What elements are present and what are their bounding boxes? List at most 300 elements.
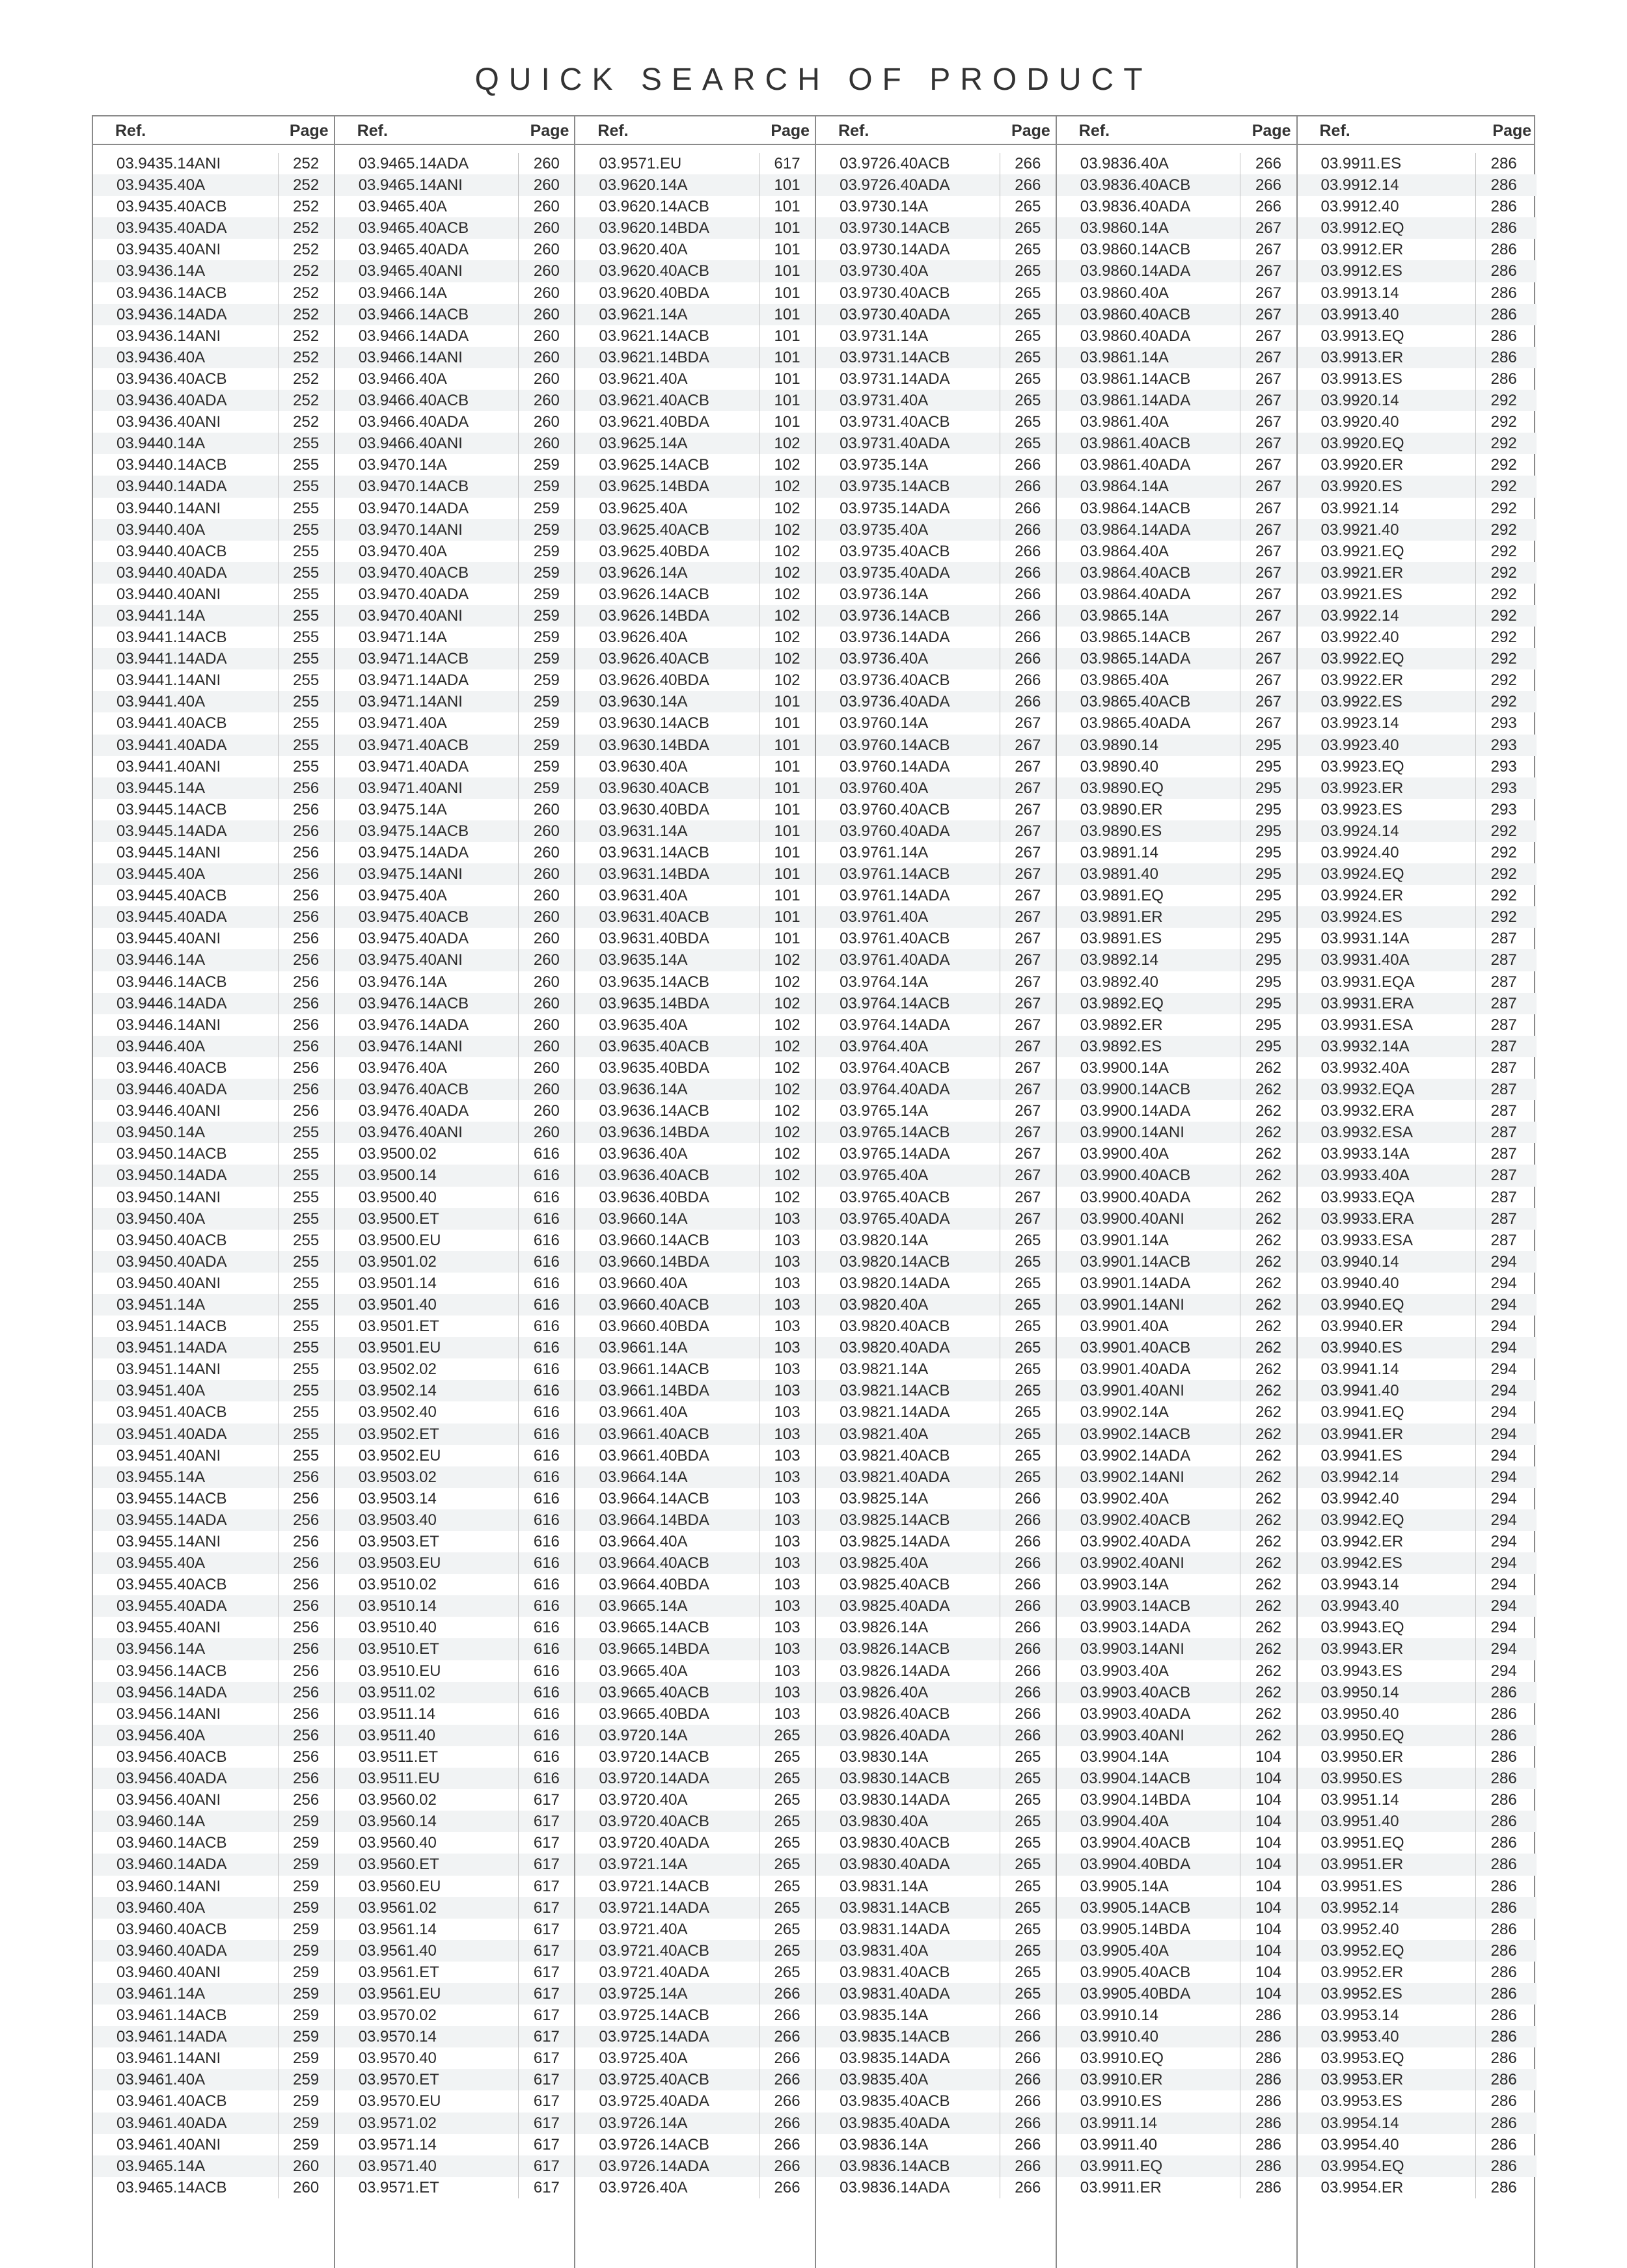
page-number: 102 bbox=[759, 949, 815, 971]
page-number: 265 bbox=[1000, 196, 1056, 217]
table-row bbox=[335, 1962, 575, 1983]
table-row bbox=[575, 1660, 815, 1682]
page-number: 266 bbox=[1000, 2177, 1056, 2198]
table-row bbox=[93, 2026, 334, 2047]
table-row bbox=[1057, 1165, 1296, 1186]
page-number: 104 bbox=[1240, 1940, 1296, 1962]
table-row bbox=[93, 1466, 334, 1488]
page-number: 287 bbox=[1475, 928, 1531, 949]
ref-code: 03.9910.ES bbox=[1080, 2092, 1162, 2111]
ref-code: 03.9910.EQ bbox=[1080, 2049, 1164, 2068]
table-row bbox=[575, 648, 815, 669]
page-number: 262 bbox=[1240, 1165, 1296, 1186]
page-number: 295 bbox=[1240, 842, 1296, 863]
table-row bbox=[575, 2005, 815, 2026]
page-number: 252 bbox=[278, 174, 334, 196]
ref-code: 03.9455.14ACB bbox=[116, 1489, 227, 1507]
index-column-1 bbox=[93, 116, 334, 2268]
table-row bbox=[1298, 1552, 1537, 1574]
table-row bbox=[816, 217, 1056, 239]
table-row bbox=[335, 1122, 575, 1143]
page-number: 616 bbox=[518, 1165, 574, 1186]
table-row bbox=[1298, 2134, 1537, 2155]
page-number: 292 bbox=[1475, 562, 1531, 584]
page-number: 266 bbox=[1000, 1509, 1056, 1531]
ref-code: 03.9940.ER bbox=[1320, 1317, 1404, 1336]
page-number: 104 bbox=[1240, 1854, 1296, 1875]
ref-code: 03.9765.40ADA bbox=[840, 1209, 950, 1228]
page-number: 617 bbox=[518, 2090, 574, 2112]
ref-code: 03.9922.ES bbox=[1320, 693, 1402, 711]
table-row bbox=[335, 2069, 575, 2090]
ref-code: 03.9501.40 bbox=[358, 1295, 437, 1314]
page-number: 295 bbox=[1240, 820, 1296, 842]
table-row bbox=[575, 1337, 815, 1358]
page-number: 102 bbox=[759, 1014, 815, 1036]
ref-code: 03.9900.14A bbox=[1080, 1059, 1169, 1077]
ref-code: 03.9476.40ANI bbox=[358, 1124, 463, 1142]
ref-code: 03.9620.40A bbox=[599, 241, 688, 259]
page-number: 266 bbox=[1000, 2069, 1056, 2090]
table-row bbox=[335, 1488, 575, 1509]
page-number: 287 bbox=[1475, 1057, 1531, 1079]
page-number: 267 bbox=[1000, 842, 1056, 863]
ref-code: 03.9621.40A bbox=[599, 370, 688, 388]
page-number: 255 bbox=[278, 712, 334, 734]
ref-code: 03.9912.ER bbox=[1320, 241, 1404, 259]
table-row bbox=[335, 1919, 575, 1940]
page-number: 259 bbox=[278, 2026, 334, 2047]
ref-code: 03.9761.14A bbox=[840, 844, 929, 861]
page-number: 259 bbox=[278, 1832, 334, 1854]
table-row bbox=[575, 1940, 815, 1962]
ref-code: 03.9905.14A bbox=[1080, 1877, 1169, 1895]
page-number: 287 bbox=[1475, 1122, 1531, 1143]
ref-code: 03.9831.14ACB bbox=[840, 1898, 950, 1917]
ref-code: 03.9720.14A bbox=[599, 1726, 688, 1744]
table-row bbox=[575, 777, 815, 799]
table-row bbox=[1298, 1962, 1537, 1983]
page-number: 267 bbox=[1240, 239, 1296, 260]
ref-code: 03.9440.14ANI bbox=[116, 499, 221, 517]
table-row bbox=[1057, 1682, 1296, 1703]
ref-code: 03.9475.40ANI bbox=[358, 951, 463, 969]
table-row bbox=[93, 1165, 334, 1186]
ref-code: 03.9435.40ANI bbox=[116, 241, 221, 259]
table-row bbox=[816, 390, 1056, 411]
ref-code: 03.9456.14A bbox=[116, 1640, 206, 1658]
page-number: 101 bbox=[759, 390, 815, 411]
page-number: 104 bbox=[1240, 1919, 1296, 1940]
page-number: 266 bbox=[1000, 1552, 1056, 1574]
table-row bbox=[335, 949, 575, 971]
table-row bbox=[335, 2005, 575, 2026]
page-number: 267 bbox=[1240, 627, 1296, 648]
ref-code: 03.9891.ER bbox=[1080, 908, 1163, 926]
page-number: 260 bbox=[518, 820, 574, 842]
ref-code: 03.9440.14A bbox=[116, 435, 206, 453]
page-number: 101 bbox=[759, 411, 815, 433]
table-row bbox=[93, 1768, 334, 1789]
ref-code: 03.9664.14ACB bbox=[599, 1489, 709, 1507]
table-row bbox=[1057, 454, 1296, 476]
ref-code: 03.9952.40 bbox=[1320, 1920, 1399, 1938]
table-row bbox=[335, 562, 575, 584]
page-number: 260 bbox=[518, 1122, 574, 1143]
ref-code: 03.9475.14A bbox=[358, 800, 447, 818]
table-row bbox=[1057, 1768, 1296, 1789]
table-row bbox=[335, 519, 575, 541]
table-row bbox=[575, 1208, 815, 1230]
table-row bbox=[93, 584, 334, 605]
page-number: 101 bbox=[759, 777, 815, 799]
ref-code: 03.9860.40A bbox=[1080, 284, 1169, 302]
ref-code: 03.9471.14ANI bbox=[358, 693, 463, 711]
table-row bbox=[335, 1574, 575, 1595]
table-row bbox=[335, 2155, 575, 2177]
page-number: 286 bbox=[1475, 1940, 1531, 1962]
page-number: 259 bbox=[278, 1854, 334, 1875]
ref-code: 03.9932.EQA bbox=[1320, 1081, 1415, 1099]
ref-code: 03.9920.40 bbox=[1320, 413, 1399, 431]
table-row bbox=[816, 777, 1056, 799]
page-number: 252 bbox=[278, 260, 334, 282]
table-row bbox=[335, 153, 575, 174]
page-number: 256 bbox=[278, 1746, 334, 1768]
ref-code: 03.9835.14A bbox=[840, 2006, 929, 2025]
ref-code: 03.9932.ESA bbox=[1320, 1124, 1413, 1142]
table-row bbox=[93, 1488, 334, 1509]
ref-code: 03.9470.14ADA bbox=[358, 499, 469, 517]
table-row bbox=[335, 1079, 575, 1100]
page-number: 255 bbox=[278, 1445, 334, 1466]
ref-code: 03.9626.40ACB bbox=[599, 650, 709, 668]
table-row bbox=[1057, 1014, 1296, 1036]
page-number: 265 bbox=[759, 1768, 815, 1789]
table-row bbox=[1057, 906, 1296, 928]
table-row bbox=[1298, 863, 1537, 885]
table-row bbox=[1057, 2090, 1296, 2112]
table-row bbox=[1057, 1294, 1296, 1316]
page-number: 287 bbox=[1475, 1230, 1531, 1251]
page-number: 256 bbox=[278, 1574, 334, 1595]
page-number: 616 bbox=[518, 1230, 574, 1251]
ref-code: 03.9940.ES bbox=[1320, 1339, 1402, 1357]
table-row bbox=[335, 2047, 575, 2069]
page-number: 252 bbox=[278, 153, 334, 174]
table-row bbox=[1298, 799, 1537, 820]
page-number: 265 bbox=[1000, 1273, 1056, 1294]
ref-code: 03.9726.14A bbox=[599, 2114, 688, 2132]
page-number: 292 bbox=[1475, 627, 1531, 648]
table-row bbox=[816, 2090, 1056, 2112]
ref-code: 03.9764.40A bbox=[840, 1037, 929, 1055]
table-row bbox=[93, 691, 334, 712]
page-number: 616 bbox=[518, 1401, 574, 1423]
page-number: 286 bbox=[1475, 1832, 1531, 1854]
table-row bbox=[1298, 304, 1537, 325]
table-row bbox=[816, 2177, 1056, 2198]
ref-code: 03.9501.14 bbox=[358, 1274, 437, 1292]
ref-code: 03.9736.14ACB bbox=[840, 606, 950, 625]
page-number: 103 bbox=[759, 1617, 815, 1638]
page-number: 255 bbox=[278, 1316, 334, 1337]
page-number: 265 bbox=[1000, 1897, 1056, 1919]
table-row bbox=[816, 691, 1056, 712]
ref-code: 03.9902.14ACB bbox=[1080, 1425, 1191, 1443]
table-row bbox=[575, 2090, 815, 2112]
ref-code: 03.9440.40A bbox=[116, 520, 206, 539]
page-number: 265 bbox=[1000, 217, 1056, 239]
ref-code: 03.9765.14ACB bbox=[840, 1124, 950, 1142]
table-row bbox=[93, 1079, 334, 1100]
ref-code: 03.9835.40ACB bbox=[840, 2092, 950, 2111]
table-row bbox=[335, 1725, 575, 1746]
table-row bbox=[816, 1876, 1056, 1897]
page-number: 255 bbox=[278, 1187, 334, 1208]
table-row bbox=[1298, 498, 1537, 519]
page-number: 294 bbox=[1475, 1316, 1531, 1337]
table-row bbox=[575, 325, 815, 347]
ref-code: 03.9636.14ACB bbox=[599, 1102, 709, 1120]
page-number: 255 bbox=[278, 1230, 334, 1251]
table-row bbox=[816, 239, 1056, 260]
table-row bbox=[1057, 1617, 1296, 1638]
ref-code: 03.9836.40A bbox=[1080, 155, 1169, 172]
table-row bbox=[575, 669, 815, 691]
ref-code: 03.9922.14 bbox=[1320, 606, 1399, 625]
ref-code: 03.9835.40A bbox=[840, 2071, 929, 2089]
table-row bbox=[816, 605, 1056, 627]
ref-code: 03.9456.40ADA bbox=[116, 1770, 227, 1788]
table-row bbox=[575, 1897, 815, 1919]
table-row bbox=[1057, 1445, 1296, 1466]
page-number: 292 bbox=[1475, 863, 1531, 885]
ref-code: 03.9461.14A bbox=[116, 1984, 206, 2003]
page-number: 265 bbox=[759, 1919, 815, 1940]
table-row bbox=[575, 304, 815, 325]
page-number: 266 bbox=[1000, 153, 1056, 174]
ref-code: 03.9661.14BDA bbox=[599, 1382, 709, 1400]
table-row bbox=[93, 1574, 334, 1595]
table-row bbox=[1298, 1057, 1537, 1079]
ref-code: 03.9560.40 bbox=[358, 1834, 437, 1852]
page-number: 292 bbox=[1475, 820, 1531, 842]
page-number: 616 bbox=[518, 1509, 574, 1531]
table-row bbox=[575, 347, 815, 368]
page-number: 256 bbox=[278, 1014, 334, 1036]
ref-code: 03.9950.EQ bbox=[1320, 1726, 1404, 1744]
ref-code: 03.9836.14ADA bbox=[840, 2178, 950, 2196]
ref-code: 03.9450.40ADA bbox=[116, 1252, 227, 1271]
table-row bbox=[335, 691, 575, 712]
page-number: 286 bbox=[1475, 1682, 1531, 1703]
ref-code: 03.9865.14A bbox=[1080, 606, 1169, 625]
page-number: 262 bbox=[1240, 1660, 1296, 1682]
table-row bbox=[575, 1358, 815, 1380]
page-number: 266 bbox=[1000, 1488, 1056, 1509]
ref-code: 03.9826.14ADA bbox=[840, 1662, 950, 1680]
table-row bbox=[1057, 368, 1296, 390]
table-row bbox=[1298, 2026, 1537, 2047]
ref-code: 03.9630.40ACB bbox=[599, 779, 709, 797]
ref-code: 03.9931.ESA bbox=[1320, 1016, 1413, 1034]
ref-code: 03.9471.40A bbox=[358, 714, 447, 733]
table-row bbox=[1298, 820, 1537, 842]
page-number: 256 bbox=[278, 799, 334, 820]
ref-code: 03.9725.14A bbox=[599, 1984, 688, 2003]
ref-code: 03.9952.ER bbox=[1320, 1963, 1404, 1981]
table-row bbox=[335, 1897, 575, 1919]
page-number: 617 bbox=[759, 153, 815, 174]
table-row bbox=[93, 1401, 334, 1423]
table-row bbox=[1057, 1638, 1296, 1660]
table-row bbox=[335, 1294, 575, 1316]
page-number: 286 bbox=[1475, 1725, 1531, 1746]
page-number: 267 bbox=[1000, 777, 1056, 799]
page-number: 617 bbox=[518, 1876, 574, 1897]
ref-code: 03.9502.ET bbox=[358, 1425, 439, 1443]
table-row bbox=[93, 669, 334, 691]
page-number: 266 bbox=[1000, 669, 1056, 691]
ref-code: 03.9465.14A bbox=[116, 2157, 206, 2175]
ref-code: 03.9726.14ADA bbox=[599, 2157, 709, 2175]
page-number: 616 bbox=[518, 1552, 574, 1574]
page-number: 295 bbox=[1240, 735, 1296, 756]
ref-code: 03.9625.14ACB bbox=[599, 456, 709, 474]
table-row bbox=[575, 2069, 815, 2090]
ref-code: 03.9913.ER bbox=[1320, 348, 1404, 366]
ref-code: 03.9953.EQ bbox=[1320, 2049, 1404, 2068]
ref-code: 03.9942.ER bbox=[1320, 1533, 1404, 1550]
table-row bbox=[816, 196, 1056, 217]
table-row bbox=[575, 885, 815, 906]
ref-code: 03.9626.40A bbox=[599, 628, 688, 647]
page-number: 616 bbox=[518, 1445, 574, 1466]
table-row bbox=[575, 1811, 815, 1832]
page-number: 266 bbox=[759, 2069, 815, 2090]
page-number: 252 bbox=[278, 390, 334, 411]
index-column-2 bbox=[334, 116, 575, 2268]
table-row bbox=[816, 1380, 1056, 1401]
table-row bbox=[1298, 906, 1537, 928]
ref-code: 03.9903.40ANI bbox=[1080, 1726, 1184, 1744]
page-number: 260 bbox=[518, 863, 574, 885]
table-row bbox=[1057, 1424, 1296, 1445]
table-row bbox=[335, 1424, 575, 1445]
page-number: 256 bbox=[278, 1682, 334, 1703]
table-row bbox=[335, 217, 575, 239]
ref-code: 03.9450.40ANI bbox=[116, 1274, 221, 1292]
ref-code: 03.9502.14 bbox=[358, 1382, 437, 1400]
ref-code: 03.9661.14ACB bbox=[599, 1360, 709, 1379]
table-row bbox=[816, 584, 1056, 605]
table-row bbox=[1057, 584, 1296, 605]
ref-code: 03.9450.14A bbox=[116, 1124, 206, 1142]
table-row bbox=[575, 174, 815, 196]
ref-code: 03.9942.40 bbox=[1320, 1489, 1399, 1507]
ref-code: 03.9726.14ACB bbox=[599, 2135, 709, 2153]
table-row bbox=[1057, 217, 1296, 239]
page-number: 292 bbox=[1475, 669, 1531, 691]
ref-code: 03.9730.40ACB bbox=[840, 284, 950, 302]
ref-code: 03.9836.40ADA bbox=[1080, 198, 1191, 216]
page-number: 267 bbox=[1240, 390, 1296, 411]
page-number: 265 bbox=[1000, 325, 1056, 347]
page-number: 294 bbox=[1475, 1509, 1531, 1531]
page-number: 101 bbox=[759, 239, 815, 260]
page-number: 259 bbox=[518, 691, 574, 712]
ref-code: 03.9460.40ANI bbox=[116, 1963, 221, 1981]
page-number: 292 bbox=[1475, 605, 1531, 627]
table-row bbox=[93, 1725, 334, 1746]
ref-code: 03.9865.40ADA bbox=[1080, 714, 1191, 733]
table-row bbox=[93, 1811, 334, 1832]
ref-code: 03.9900.40ACB bbox=[1080, 1167, 1191, 1185]
ref-code: 03.9920.ER bbox=[1320, 456, 1404, 474]
page-number: 260 bbox=[518, 949, 574, 971]
table-row bbox=[816, 1294, 1056, 1316]
page-number: 292 bbox=[1475, 691, 1531, 712]
ref-code: 03.9471.40ACB bbox=[358, 736, 469, 754]
table-row bbox=[575, 1574, 815, 1595]
page-number: 267 bbox=[1000, 1014, 1056, 1036]
table-row bbox=[1057, 1273, 1296, 1294]
ref-code: 03.9570.14 bbox=[358, 2028, 437, 2046]
page-number: 259 bbox=[518, 454, 574, 476]
ref-code: 03.9455.14ANI bbox=[116, 1533, 221, 1550]
page-number: 267 bbox=[1240, 605, 1296, 627]
page-number: 102 bbox=[759, 993, 815, 1014]
page-number: 265 bbox=[1000, 411, 1056, 433]
table-row bbox=[1057, 648, 1296, 669]
page-header: Page bbox=[1492, 122, 1532, 140]
ref-code: 03.9570.EU bbox=[358, 2092, 441, 2111]
page-number: 286 bbox=[1475, 2134, 1531, 2155]
table-row bbox=[816, 1337, 1056, 1358]
ref-code: 03.9664.14A bbox=[599, 1468, 688, 1486]
page-number: 286 bbox=[1475, 239, 1531, 260]
table-row bbox=[93, 777, 334, 799]
page-number: 267 bbox=[1240, 368, 1296, 390]
ref-code: 03.9466.14ACB bbox=[358, 305, 469, 323]
ref-code: 03.9450.40A bbox=[116, 1209, 206, 1228]
table-row bbox=[816, 1725, 1056, 1746]
page-number: 259 bbox=[518, 777, 574, 799]
table-row bbox=[816, 2026, 1056, 2047]
ref-code: 03.9760.40ADA bbox=[840, 822, 950, 840]
page-number: 267 bbox=[1240, 541, 1296, 562]
table-row bbox=[335, 993, 575, 1014]
page-number: 286 bbox=[1475, 1876, 1531, 1897]
page-number: 259 bbox=[278, 1983, 334, 2005]
ref-code: 03.9510.ET bbox=[358, 1640, 439, 1658]
table-row bbox=[575, 217, 815, 239]
ref-code: 03.9456.40ACB bbox=[116, 1748, 227, 1766]
table-row bbox=[93, 906, 334, 928]
page-number: 265 bbox=[759, 1789, 815, 1811]
table-row bbox=[93, 1057, 334, 1079]
ref-code: 03.9933.14A bbox=[1320, 1145, 1410, 1163]
ref-code: 03.9942.ES bbox=[1320, 1554, 1402, 1573]
page-number: 286 bbox=[1475, 1746, 1531, 1768]
ref-code: 03.9821.40ACB bbox=[840, 1446, 950, 1465]
page-number: 262 bbox=[1240, 1466, 1296, 1488]
ref-code: 03.9625.40A bbox=[599, 499, 688, 517]
page-number: 267 bbox=[1000, 971, 1056, 993]
ref-code: 03.9820.14ACB bbox=[840, 1252, 950, 1271]
page-number: 286 bbox=[1475, 2047, 1531, 2069]
